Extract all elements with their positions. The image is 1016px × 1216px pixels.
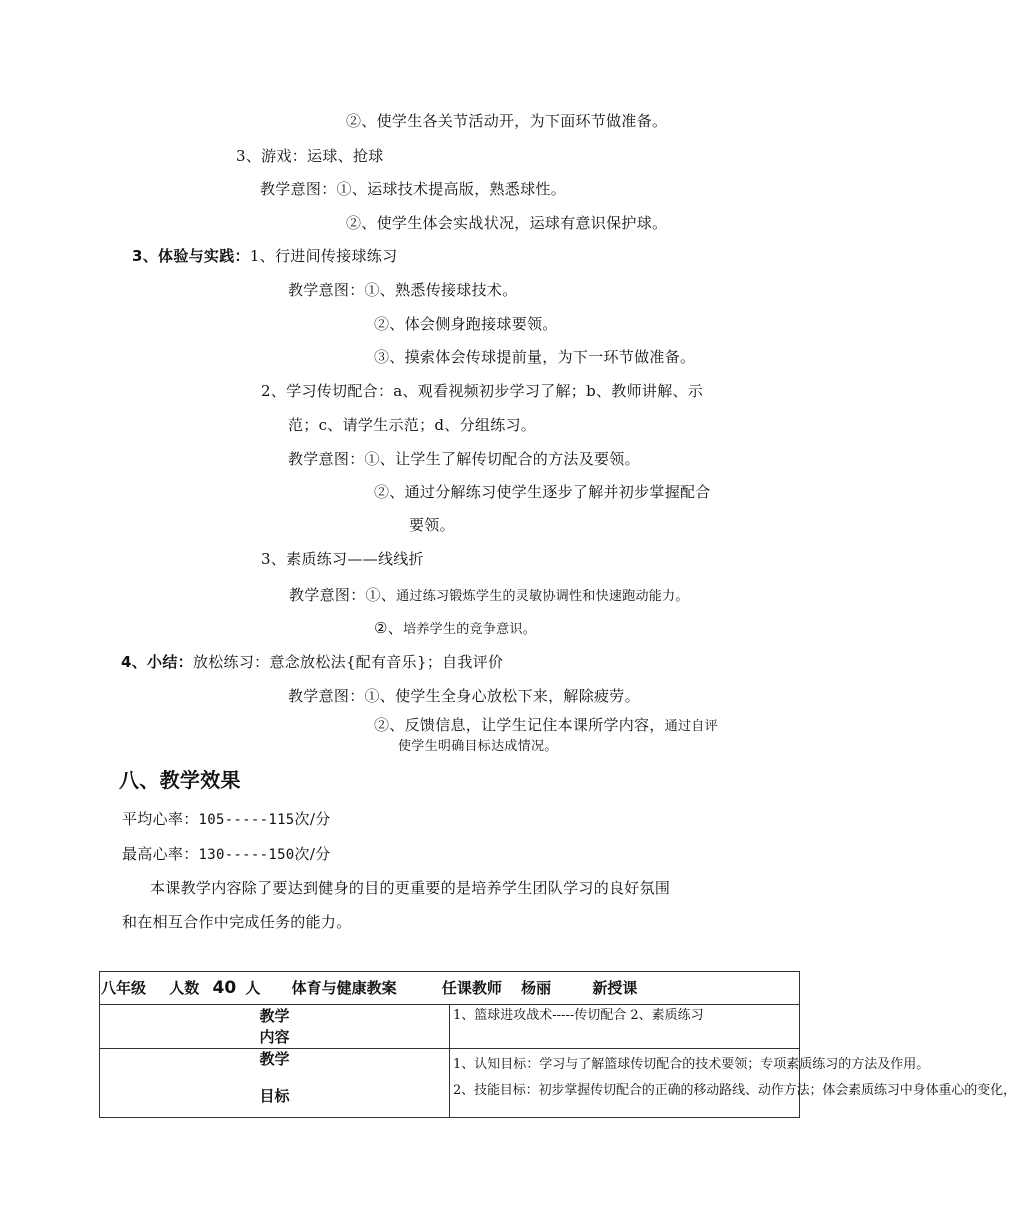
goal-label-2: 目标: [259, 1087, 290, 1105]
line-practice-intent-2: ②、体会侧身跑接球要领。: [374, 315, 558, 333]
line-summary-intent-1: 教学意图：①、使学生全身心放松下来，解除疲劳。: [288, 687, 640, 705]
line-cut-intent-1: 教学意图：①、让学生了解传切配合的方法及要领。: [288, 450, 640, 468]
goal-label: [100, 1049, 450, 1118]
line-game: 3、游戏：运球、抢球: [236, 147, 384, 165]
line-summary: [121, 652, 503, 672]
practice-heading: 3、体验与实践：: [132, 247, 250, 265]
summary-intent-2-a: ②、反馈信息，让学生记住本课所学内容，: [374, 716, 665, 734]
summary-heading: 4、小结：: [121, 653, 193, 671]
line-fitness-intent-2: [374, 618, 536, 640]
line-summary-intent-2: [374, 715, 718, 737]
line-cut-pass: 2、学习传切配合：a、观看视频初步学习了解；b、教师讲解、示: [261, 382, 704, 400]
summary-intent-2-b: 通过自评: [664, 719, 718, 734]
effect-paragraph-line-2: 和在相互合作中完成任务的能力。: [122, 913, 352, 931]
table-header-row: [100, 972, 800, 1005]
content-label: [100, 1005, 450, 1049]
avg-value: 105-----115: [198, 812, 295, 828]
goal-label-1: 教学: [259, 1050, 290, 1068]
max-heart-rate: [122, 844, 331, 865]
subject: 体育与健康教案: [291, 979, 397, 997]
avg-unit: 次/分: [294, 810, 331, 828]
max-unit: 次/分: [294, 845, 331, 863]
fitness-intent-text: 通过练习锻炼学生的灵敏协调性和快速跑动能力。: [396, 589, 689, 604]
count-value: 40: [212, 978, 237, 998]
content-label-1: 教学: [259, 1007, 290, 1025]
goal-line-2: 2、技能目标：初步掌握传切配合的正确的移动路线、动作方法；体会素质练习中身体重心的变化，: [453, 1083, 1016, 1098]
fitness-intent-2-text: 培养学生的竞争意识。: [403, 622, 537, 637]
section-heading: 八、教学效果: [119, 768, 241, 792]
max-value: 130-----150: [198, 847, 295, 863]
content-label-2: 内容: [259, 1028, 290, 1046]
count-label: 人数: [169, 979, 200, 997]
line-cut-pass-cont: 范；c、请学生示范；d、分组练习。: [288, 416, 537, 434]
line-game-intent-1: 教学意图：①、运球技术提高版，熟悉球性。: [260, 180, 567, 198]
goal-line-1: 1、认知目标：学习与了解篮球传切配合的技术要领；专项素质练习的方法及作用。: [453, 1057, 930, 1072]
grade: 八年级: [101, 979, 147, 997]
content-text: 1、篮球进攻战术-----传切配合 2、素质练习: [453, 1008, 704, 1023]
line-cut-intent-2: ②、通过分解练习使学生逐步了解并初步掌握配合: [374, 483, 711, 501]
line-summary-intent-2-cont: 使学生明确目标达成情况。: [398, 739, 558, 754]
count-unit: 人: [245, 979, 261, 997]
teacher-name: 杨丽: [521, 979, 552, 997]
max-label: 最高心率：: [122, 845, 199, 863]
summary-text: 放松练习：意念放松法{配有音乐}；自我评价: [192, 653, 504, 671]
line-fitness-intent-1: [289, 585, 689, 607]
content-cell: [450, 1005, 800, 1049]
line-cut-intent-2-cont: 要领。: [409, 516, 455, 534]
line-fitness: 3、素质练习——线线折: [261, 550, 424, 568]
lesson-plan-table: [99, 971, 1016, 1118]
practice-item-1: 1、行进间传接球练习: [249, 247, 398, 265]
goal-cell: [450, 1049, 1016, 1118]
teacher-label: 任课教师: [441, 979, 502, 997]
line-intent-joints: ②、使学生各关节活动开，为下面环节做准备。: [346, 112, 668, 130]
fitness-intent-label: 教学意图：①、: [289, 586, 397, 604]
fitness-intent-2-num: ②、: [374, 619, 404, 637]
line-practice: [132, 246, 397, 266]
avg-heart-rate: [122, 809, 331, 830]
line-practice-intent-3: ③、摸索体会传球提前量，为下一环节做准备。: [374, 348, 696, 366]
avg-label: 平均心率：: [122, 810, 199, 828]
effect-paragraph-line-1: 本课教学内容除了要达到健身的目的更重要的是培养学生团队学习的良好氛围: [150, 879, 671, 897]
lesson-type: 新授课: [592, 979, 638, 997]
line-game-intent-2: ②、使学生体会实战状况，运球有意识保护球。: [346, 214, 668, 232]
line-practice-intent-1: 教学意图：①、熟悉传接球技术。: [288, 281, 518, 299]
